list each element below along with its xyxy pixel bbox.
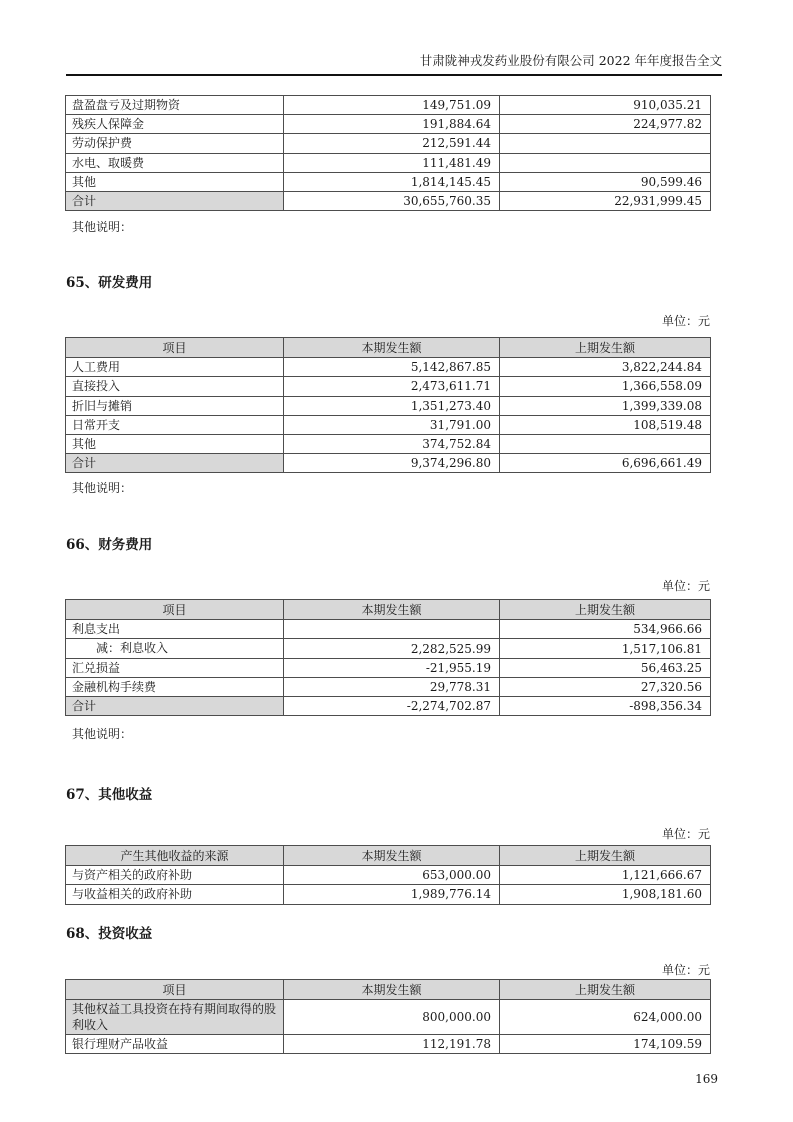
row-label: 日常开支 <box>66 415 284 434</box>
row-total-label: 合计 <box>66 454 284 473</box>
table-row <box>66 677 711 696</box>
table-row <box>66 454 711 473</box>
unit-label: 单位：元 <box>661 827 710 842</box>
row-current-period-value: 30,655,760.35 <box>284 191 500 210</box>
rnd-expense-table <box>65 337 711 473</box>
row-prior-period-value: 27,320.56 <box>500 677 711 696</box>
section-65-title: 65、研发费用 <box>66 275 153 292</box>
table-row <box>66 396 711 415</box>
row-current-period-value: 653,000.00 <box>284 866 500 885</box>
row-prior-period-value: 6,696,661.49 <box>500 454 711 473</box>
row-prior-period-value: 624,000.00 <box>500 999 711 1034</box>
row-current-period-value: 2,473,611.71 <box>284 377 500 396</box>
table-row <box>66 415 711 434</box>
row-label: 折旧与摊销 <box>66 396 284 415</box>
row-current-period-value <box>284 620 500 639</box>
row-current-period-value: 1,989,776.14 <box>284 885 500 904</box>
row-label: 水电、取暖费 <box>66 153 284 172</box>
table-row <box>66 639 711 658</box>
table-header-row <box>66 979 711 999</box>
row-current-period-value: 9,374,296.80 <box>284 454 500 473</box>
row-current-period-value: 29,778.31 <box>284 677 500 696</box>
column-header-source: 产生其他收益的来源 <box>66 846 284 866</box>
page-header <box>0 0 722 68</box>
row-prior-period-value: 90,599.46 <box>500 172 711 191</box>
table-header-row <box>66 338 711 358</box>
table-row <box>66 866 711 885</box>
table-row <box>66 96 711 115</box>
row-prior-period-value <box>500 134 711 153</box>
row-label: 直接投入 <box>66 377 284 396</box>
row-label: 劳动保护费 <box>66 134 284 153</box>
column-header-current-period: 本期发生额 <box>284 338 500 358</box>
unit-label: 单位：元 <box>661 579 710 594</box>
table-row <box>66 658 711 677</box>
row-label: 其他 <box>66 172 284 191</box>
row-current-period-value: 374,752.84 <box>284 434 500 453</box>
row-prior-period-value: 22,931,999.45 <box>500 191 711 210</box>
row-label: 其他 <box>66 434 284 453</box>
row-label: 残疾人保障金 <box>66 115 284 134</box>
row-prior-period-value: 1,366,558.09 <box>500 377 711 396</box>
row-current-period-value: 2,282,525.99 <box>284 639 500 658</box>
row-prior-period-value: 910,035.21 <box>500 96 711 115</box>
row-prior-period-value: 1,399,339.08 <box>500 396 711 415</box>
row-current-period-value: 800,000.00 <box>284 999 500 1034</box>
column-header-current-period: 本期发生额 <box>284 979 500 999</box>
other-note: 其他说明： <box>72 220 133 235</box>
row-label: 盘盈盘亏及过期物资 <box>66 96 284 115</box>
row-current-period-value: 191,884.64 <box>284 115 500 134</box>
row-prior-period-value: 108,519.48 <box>500 415 711 434</box>
row-prior-period-value: -898,356.34 <box>500 697 711 716</box>
table-row <box>66 620 711 639</box>
row-current-period-value: -21,955.19 <box>284 658 500 677</box>
table-row <box>66 377 711 396</box>
row-current-period-value: 1,351,273.40 <box>284 396 500 415</box>
row-current-period-value: 1,814,145.45 <box>284 172 500 191</box>
row-current-period-value: 111,481.49 <box>284 153 500 172</box>
column-header-prior-period: 上期发生额 <box>500 846 711 866</box>
row-current-period-value: 5,142,867.85 <box>284 358 500 377</box>
table-header-row <box>66 600 711 620</box>
row-current-period-value: -2,274,702.87 <box>284 697 500 716</box>
row-label: 金融机构手续费 <box>66 677 284 696</box>
table-header-row <box>66 846 711 866</box>
table-row <box>66 134 711 153</box>
investment-income-table <box>65 979 711 1055</box>
row-current-period-value: 149,751.09 <box>284 96 500 115</box>
column-header-prior-period: 上期发生额 <box>500 979 711 999</box>
section-67-title: 67、其他收益 <box>66 787 153 804</box>
report-title: 甘肃陇神戎发药业股份有限公司 2022 年年度报告全文 <box>419 53 722 68</box>
row-prior-period-value: 3,822,244.84 <box>500 358 711 377</box>
unit-label: 单位：元 <box>661 314 710 329</box>
column-header-current-period: 本期发生额 <box>284 600 500 620</box>
row-label: 与收益相关的政府补助 <box>66 885 284 904</box>
row-prior-period-value: 1,121,666.67 <box>500 866 711 885</box>
row-current-period-value: 31,791.00 <box>284 415 500 434</box>
row-label: 其他权益工具投资在持有期间取得的股利收入 <box>66 999 284 1034</box>
section-66-title: 66、财务费用 <box>66 537 153 554</box>
row-current-period-value: 212,591.44 <box>284 134 500 153</box>
row-label: 银行理财产品收益 <box>66 1034 284 1053</box>
row-label: 减：利息收入 <box>66 639 284 658</box>
row-label: 人工费用 <box>66 358 284 377</box>
column-header-prior-period: 上期发生额 <box>500 600 711 620</box>
table-row <box>66 172 711 191</box>
column-header-item: 项目 <box>66 338 284 358</box>
table-row <box>66 885 711 904</box>
row-total-label: 合计 <box>66 191 284 210</box>
row-prior-period-value: 174,109.59 <box>500 1034 711 1053</box>
row-prior-period-value: 1,517,106.81 <box>500 639 711 658</box>
row-prior-period-value: 534,966.66 <box>500 620 711 639</box>
table-row <box>66 153 711 172</box>
column-header-prior-period: 上期发生额 <box>500 338 711 358</box>
row-prior-period-value: 1,908,181.60 <box>500 885 711 904</box>
column-header-current-period: 本期发生额 <box>284 846 500 866</box>
table-row <box>66 434 711 453</box>
table-row <box>66 1034 711 1053</box>
row-prior-period-value: 224,977.82 <box>500 115 711 134</box>
other-note: 其他说明： <box>72 481 133 496</box>
table-row <box>66 999 711 1034</box>
table-row <box>66 115 711 134</box>
expense-breakdown-table <box>65 95 711 211</box>
column-header-item: 项目 <box>66 600 284 620</box>
table-row <box>66 191 711 210</box>
section-68-title: 68、投资收益 <box>66 925 153 942</box>
row-total-label: 合计 <box>66 697 284 716</box>
row-label: 汇兑损益 <box>66 658 284 677</box>
unit-label: 单位：元 <box>661 962 710 977</box>
header-divider <box>66 74 722 76</box>
row-prior-period-value <box>500 434 711 453</box>
row-current-period-value: 112,191.78 <box>284 1034 500 1053</box>
row-prior-period-value: 56,463.25 <box>500 658 711 677</box>
other-income-table <box>65 845 711 904</box>
column-header-item: 项目 <box>66 979 284 999</box>
financial-expense-table <box>65 599 711 716</box>
row-label: 利息支出 <box>66 620 284 639</box>
table-row <box>66 358 711 377</box>
table-row <box>66 697 711 716</box>
page-number: 169 <box>695 1072 718 1087</box>
row-prior-period-value <box>500 153 711 172</box>
row-label: 与资产相关的政府补助 <box>66 866 284 885</box>
other-note: 其他说明： <box>72 727 133 742</box>
